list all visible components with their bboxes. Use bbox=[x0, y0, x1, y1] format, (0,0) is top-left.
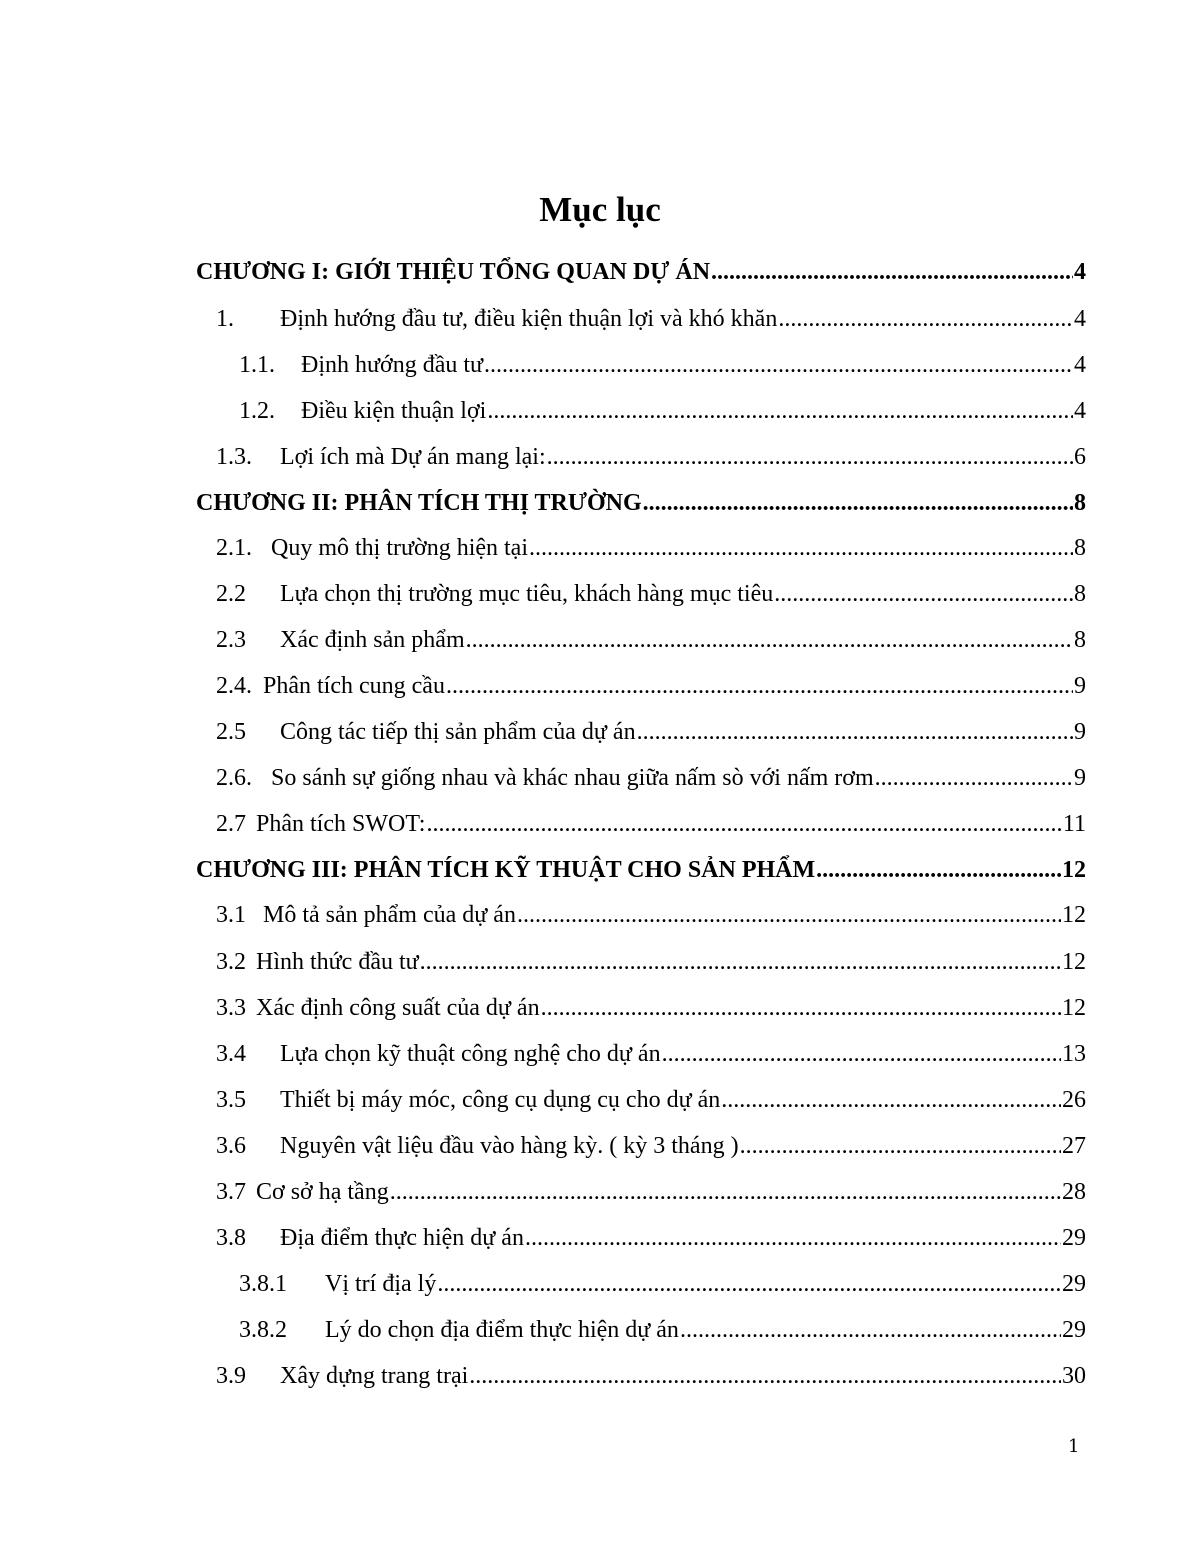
toc-entry-text: Phân tích SWOT: bbox=[256, 811, 426, 837]
toc-entry-text: Xây dựng trang trại bbox=[280, 1363, 469, 1389]
toc-entry-text: So sánh sự giống nhau và khác nhau giữa nấm sò với nấm rơm bbox=[271, 765, 874, 791]
toc-page-number: 28 bbox=[1062, 1179, 1086, 1205]
toc-leader-dots bbox=[487, 389, 1073, 433]
toc-leader-dots bbox=[816, 848, 1061, 892]
toc-leader-dots bbox=[541, 986, 1061, 1030]
toc-leader-dots bbox=[774, 572, 1073, 616]
toc-entry-number: 1.1. bbox=[239, 352, 275, 378]
toc-entry-3-4[interactable] bbox=[216, 1032, 1086, 1076]
toc-entry-text: Định hướng đầu tư, điều kiện thuận lợi và khó khăn bbox=[280, 306, 778, 332]
toc-page-number: 4 bbox=[1074, 352, 1086, 378]
toc-page-number: 8 bbox=[1074, 581, 1086, 607]
toc-entry-text: Lựa chọn kỹ thuật công nghệ cho dự án bbox=[280, 1041, 661, 1067]
toc-page-number: 8 bbox=[1074, 535, 1086, 561]
toc-leader-dots bbox=[437, 1262, 1061, 1306]
toc-leader-dots bbox=[680, 1308, 1061, 1352]
toc-leader-dots bbox=[662, 1032, 1061, 1076]
toc-entry-number: 1.2. bbox=[239, 398, 275, 424]
toc-entry-1-1[interactable] bbox=[239, 343, 1086, 387]
toc-page-number: 9 bbox=[1074, 673, 1086, 699]
toc-entry-number: 3.1 bbox=[216, 902, 246, 928]
toc-leader-dots bbox=[875, 756, 1073, 800]
toc-entry-2-4[interactable] bbox=[216, 664, 1086, 708]
toc-page-number: 12 bbox=[1062, 995, 1086, 1021]
toc-entry-number: 3.7 bbox=[216, 1179, 246, 1205]
toc-entry-3-9[interactable] bbox=[216, 1354, 1086, 1398]
toc-entry-number: 3.8.1 bbox=[239, 1271, 287, 1297]
toc-entry-text: Điều kiện thuận lợi bbox=[301, 398, 487, 424]
toc-entry-2-3[interactable] bbox=[216, 618, 1086, 662]
toc-leader-dots bbox=[420, 940, 1061, 984]
toc-leader-dots bbox=[466, 618, 1073, 662]
toc-entry-text: Thiết bị máy móc, công cụ dụng cụ cho dự án bbox=[280, 1087, 721, 1113]
toc-leader-dots bbox=[525, 1216, 1061, 1260]
toc-entry-number: 3.5 bbox=[216, 1087, 246, 1113]
toc-entry-text: Định hướng đầu tư bbox=[301, 352, 484, 378]
toc-entry-1-2[interactable] bbox=[239, 389, 1086, 433]
toc-page-number: 8 bbox=[1074, 627, 1086, 653]
toc-leader-dots bbox=[711, 250, 1073, 294]
toc-page-number: 9 bbox=[1074, 719, 1086, 745]
toc-page-number: 12 bbox=[1062, 949, 1086, 975]
toc-entry-3-1[interactable] bbox=[216, 893, 1086, 937]
toc-entry-text: Cơ sở hạ tầng bbox=[256, 1179, 389, 1205]
toc-page-number: 4 bbox=[1074, 306, 1086, 332]
toc-page-number: 4 bbox=[1074, 259, 1086, 285]
toc-leader-dots bbox=[446, 664, 1073, 708]
toc-entry-number: 1.3. bbox=[216, 444, 252, 470]
toc-entry-text: Lựa chọn thị trường mục tiêu, khách hàng mục tiêu bbox=[280, 581, 774, 607]
toc-leader-dots bbox=[637, 710, 1073, 754]
toc-leader-dots bbox=[529, 526, 1073, 570]
toc-leader-dots bbox=[469, 1354, 1061, 1398]
toc-leader-dots bbox=[643, 481, 1073, 525]
toc-page-number: 13 bbox=[1062, 1041, 1086, 1067]
toc-entry-text: CHƯƠNG I: GIỚI THIỆU TỔNG QUAN DỰ ÁN bbox=[196, 259, 711, 285]
toc-entry-text: Mô tả sản phẩm của dự án bbox=[263, 902, 516, 928]
toc-entry-text: Phân tích cung cầu bbox=[263, 673, 445, 699]
toc-leader-dots bbox=[484, 343, 1073, 387]
toc-entry-number: 1. bbox=[216, 306, 234, 332]
toc-page-number: 6 bbox=[1074, 444, 1086, 470]
toc-leader-dots bbox=[721, 1078, 1061, 1122]
toc-entry-number: 3.8.2 bbox=[239, 1317, 287, 1343]
toc-entry-number: 2.1. bbox=[216, 535, 252, 561]
toc-entry-number: 3.6 bbox=[216, 1133, 246, 1159]
toc-page-number: 11 bbox=[1062, 811, 1086, 837]
toc-entry-number: 3.3 bbox=[216, 995, 246, 1021]
toc-leader-dots bbox=[390, 1170, 1061, 1214]
toc-leader-dots bbox=[778, 297, 1073, 341]
toc-entry-3-7[interactable] bbox=[216, 1170, 1086, 1214]
toc-entry-text: Quy mô thị trường hiện tại bbox=[271, 535, 529, 561]
toc-entry-3-3[interactable] bbox=[216, 986, 1086, 1030]
toc-chapter-1[interactable] bbox=[196, 250, 1086, 294]
toc-entry-text: CHƯƠNG II: PHÂN TÍCH THỊ TRƯỜNG bbox=[196, 490, 642, 516]
toc-chapter-2[interactable] bbox=[196, 481, 1086, 525]
toc-entry-text: Vị trí địa lý bbox=[325, 1271, 437, 1297]
toc-entry-text: Địa điểm thực hiện dự án bbox=[280, 1225, 524, 1251]
toc-entry-3-8[interactable] bbox=[216, 1216, 1086, 1260]
toc-page-number: 12 bbox=[1062, 902, 1086, 928]
toc-entry-1[interactable] bbox=[216, 297, 1086, 341]
toc-entry-3-2[interactable] bbox=[216, 940, 1086, 984]
toc-entry-number: 2.6. bbox=[216, 765, 252, 791]
toc-entry-2-5[interactable] bbox=[216, 710, 1086, 754]
toc-page-number: 26 bbox=[1062, 1087, 1086, 1113]
toc-page-number: 29 bbox=[1062, 1317, 1086, 1343]
toc-entry-text: Lợi ích mà Dự án mang lại: bbox=[280, 444, 546, 470]
toc-entry-text: CHƯƠNG III: PHÂN TÍCH KỸ THUẬT CHO SẢN PHẨM bbox=[196, 857, 816, 883]
toc-entry-number: 3.2 bbox=[216, 949, 246, 975]
toc-entry-text: Nguyên vật liệu đầu vào hàng kỳ. ( kỳ 3 tháng ) bbox=[280, 1133, 739, 1159]
toc-page-number: 29 bbox=[1062, 1225, 1086, 1251]
toc-entry-2-2[interactable] bbox=[216, 572, 1086, 616]
toc-entry-number: 2.5 bbox=[216, 719, 246, 745]
toc-leader-dots bbox=[517, 893, 1061, 937]
toc-entry-text: Công tác tiếp thị sản phẩm của dự án bbox=[280, 719, 636, 745]
toc-page-number: 8 bbox=[1074, 490, 1086, 516]
toc-entry-1-3[interactable] bbox=[216, 435, 1086, 479]
toc-entry-number: 2.2 bbox=[216, 581, 246, 607]
toc-entry-number: 3.8 bbox=[216, 1225, 246, 1251]
toc-entry-2-1[interactable] bbox=[216, 526, 1086, 570]
toc-leader-dots bbox=[740, 1124, 1061, 1168]
toc-page-number: 12 bbox=[1062, 857, 1086, 883]
toc-entry-number: 2.3 bbox=[216, 627, 246, 653]
toc-chapter-3[interactable] bbox=[196, 848, 1086, 892]
toc-entry-text: Xác định sản phẩm bbox=[280, 627, 465, 653]
page-number: 1 bbox=[1068, 1436, 1080, 1457]
toc-leader-dots bbox=[547, 435, 1073, 479]
toc-entry-number: 2.4. bbox=[216, 673, 252, 699]
toc-entry-number: 3.4 bbox=[216, 1041, 246, 1067]
toc-page-number: 9 bbox=[1074, 765, 1086, 791]
toc-entry-3-8-2[interactable] bbox=[239, 1308, 1086, 1352]
toc-entry-3-8-1[interactable] bbox=[239, 1262, 1086, 1306]
toc-entry-2-6[interactable] bbox=[216, 756, 1086, 800]
toc-entry-text: Hình thức đầu tư bbox=[256, 949, 419, 975]
toc-title: Mục lục bbox=[539, 190, 661, 229]
toc-entry-number: 3.9 bbox=[216, 1363, 246, 1389]
toc-page-number: 27 bbox=[1062, 1133, 1086, 1159]
toc-leader-dots bbox=[426, 802, 1061, 846]
toc-entry-2-7[interactable] bbox=[216, 802, 1086, 846]
toc-page-number: 29 bbox=[1062, 1271, 1086, 1297]
toc-entry-3-6[interactable] bbox=[216, 1124, 1086, 1168]
toc-entry-number: 2.7 bbox=[216, 811, 246, 837]
toc-entry-text: Xác định công suất của dự án bbox=[256, 995, 540, 1021]
toc-page-number: 4 bbox=[1074, 398, 1086, 424]
toc-entry-text: Lý do chọn địa điểm thực hiện dự án bbox=[325, 1317, 679, 1343]
toc-page-number: 30 bbox=[1062, 1363, 1086, 1389]
toc-entry-3-5[interactable] bbox=[216, 1078, 1086, 1122]
